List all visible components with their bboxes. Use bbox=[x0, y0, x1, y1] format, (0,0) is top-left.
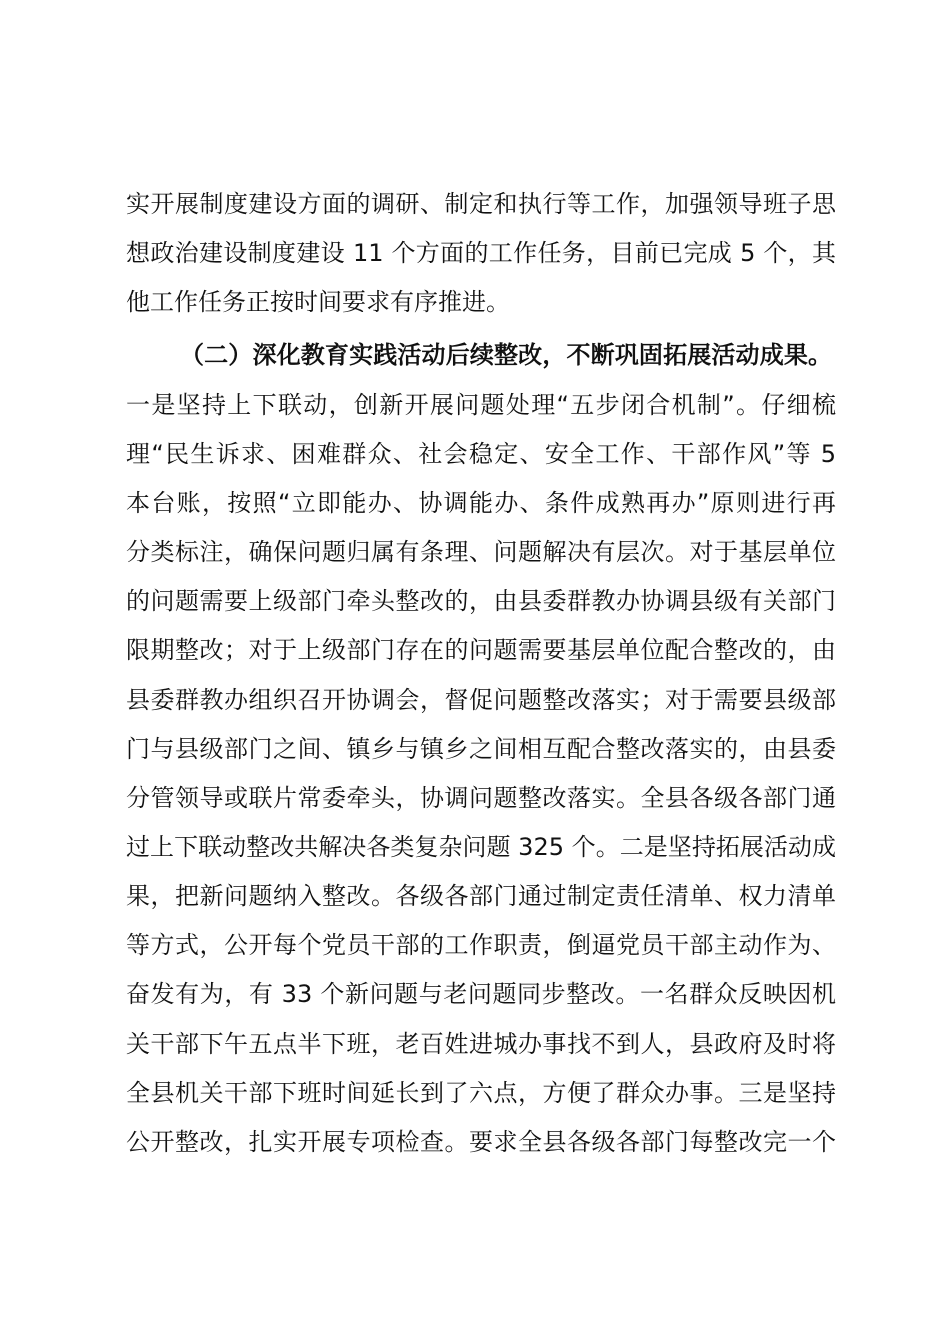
paragraph-line: 实开展制度建设方面的调研、制定和执行等工作，加强领导班子思 bbox=[126, 190, 836, 218]
paragraph-line: 过上下联动整改共解决各类复杂问题 325 个。二是坚持拓展活动成 bbox=[126, 833, 836, 861]
paragraph-line: 关干部下午五点半下班，老百姓进城办事找不到人，县政府及时将 bbox=[126, 1030, 836, 1058]
paragraph-line: 他工作任务正按时间要求有序推进。 bbox=[126, 288, 510, 316]
paragraph-line: 门与县级部门之间、镇乡与镇乡之间相互配合整改落实的，由县委 bbox=[126, 735, 836, 763]
paragraph-line: 果，把新问题纳入整改。各级各部门通过制定责任清单、权力清单 bbox=[126, 882, 836, 910]
paragraph-line: 理“民生诉求、困难群众、社会稳定、安全工作、干部作风”等 5 bbox=[126, 440, 836, 468]
paragraph-line: 一是坚持上下联动，创新开展问题处理“五步闭合机制”。仔细梳 bbox=[126, 391, 836, 419]
paragraph-line: 想政治建设制度建设 11 个方面的工作任务，目前已完成 5 个，其 bbox=[126, 239, 836, 267]
paragraph-line: 全县机关干部下班时间延长到了六点，方便了群众办事。三是坚持 bbox=[126, 1079, 836, 1107]
paragraph-line: 的问题需要上级部门牵头整改的，由县委群教办协调县级有关部门 bbox=[126, 587, 836, 615]
paragraph-line: 等方式，公开每个党员干部的工作职责，倒逼党员干部主动作为、 bbox=[126, 931, 836, 959]
paragraph-line: 奋发有为，有 33 个新问题与老问题同步整改。一名群众反映因机 bbox=[126, 980, 836, 1008]
paragraph-line: 限期整改；对于上级部门存在的问题需要基层单位配合整改的，由 bbox=[126, 636, 836, 664]
section-heading: （二）深化教育实践活动后续整改，不断巩固拓展活动成果。 bbox=[180, 341, 832, 369]
paragraph-line: 公开整改，扎实开展专项检查。要求全县各级各部门每整改完一个 bbox=[126, 1128, 836, 1156]
paragraph-line: 分类标注，确保问题归属有条理、问题解决有层次。对于基层单位 bbox=[126, 538, 836, 566]
paragraph-line: 本台账，按照“立即能办、协调能办、条件成熟再办”原则进行再 bbox=[126, 489, 836, 517]
paragraph-line: 分管领导或联片常委牵头，协调问题整改落实。全县各级各部门通 bbox=[126, 784, 836, 812]
paragraph-line: 县委群教办组织召开协调会，督促问题整改落实；对于需要县级部 bbox=[126, 686, 836, 714]
